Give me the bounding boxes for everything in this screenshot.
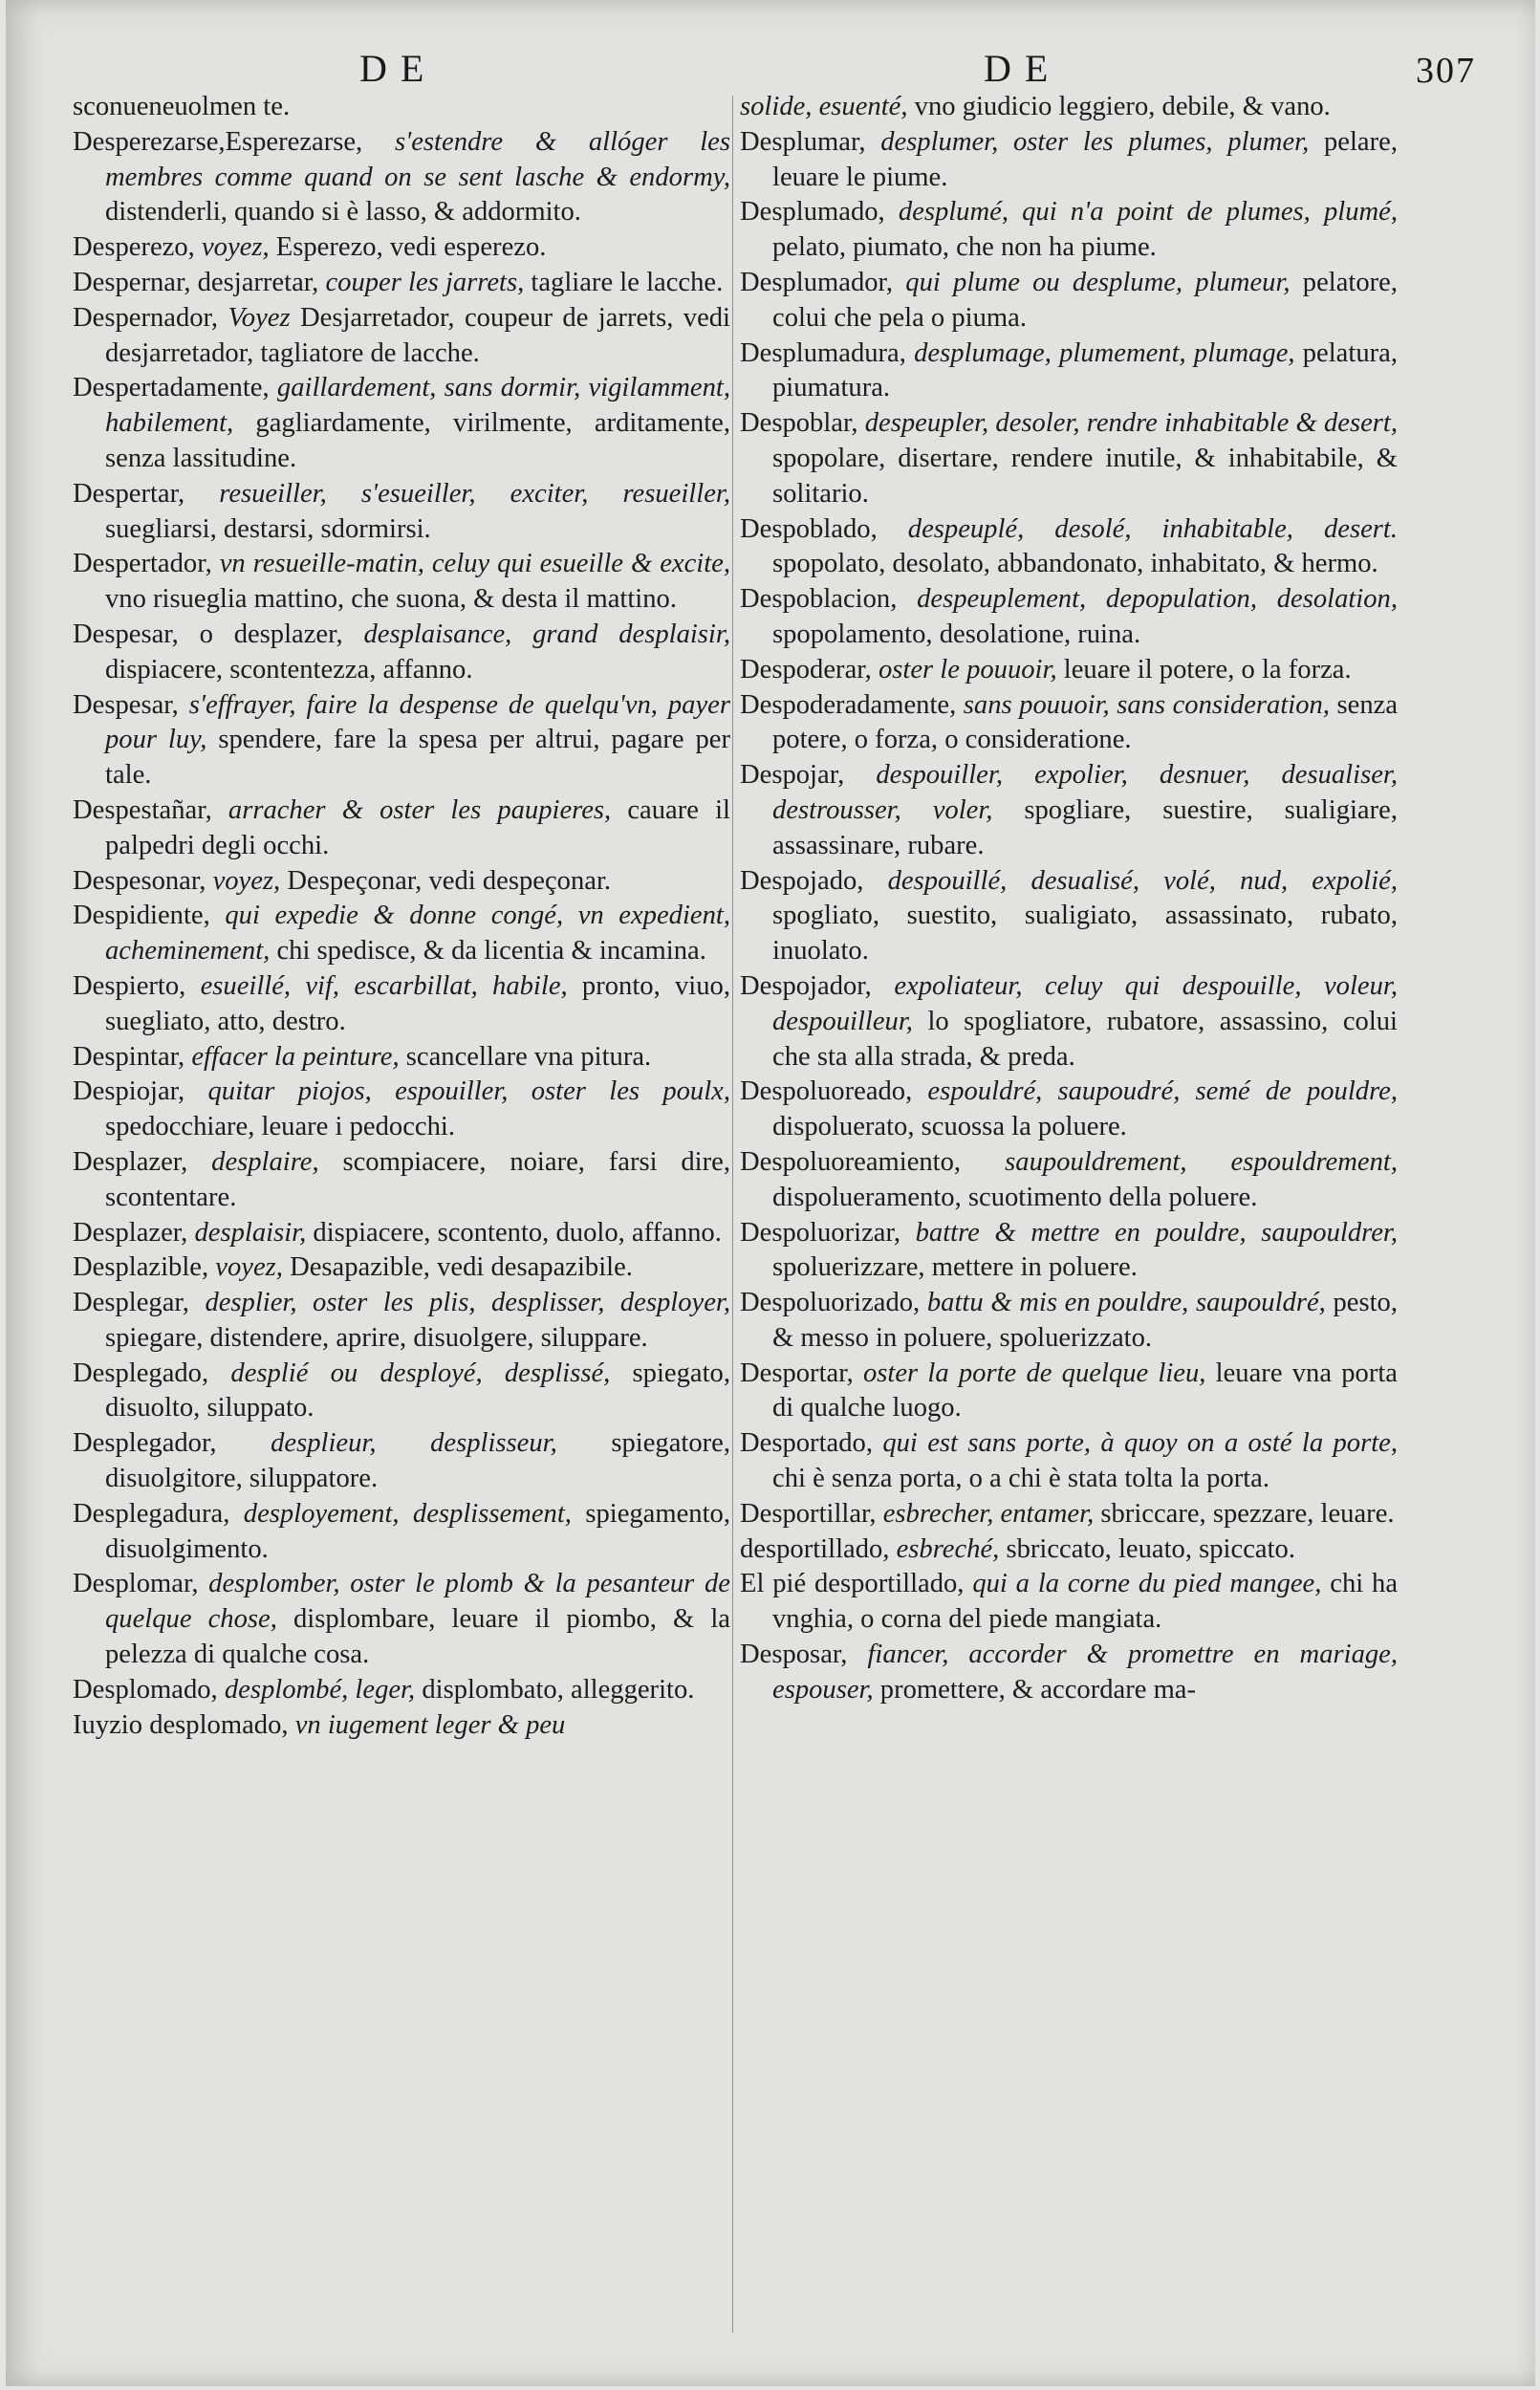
entry-french-gloss: desplaire, (211, 1146, 319, 1177)
entry-french-gloss: espouldré, saupoudré, semé de pouldre, (927, 1076, 1398, 1107)
dictionary-entry (73, 618, 730, 688)
dictionary-entry (73, 1497, 730, 1568)
entry-headword: Despoluorizado, (740, 1288, 921, 1318)
entry-italian-gloss: vno giudicio leggiero, debile, & vano. (914, 92, 1331, 121)
entry-french-gloss: voyez, (212, 865, 281, 896)
dictionary-entry (73, 1250, 730, 1286)
dictionary-entry (740, 1426, 1398, 1497)
entry-headword: Despiojar, (73, 1076, 185, 1107)
entry-french-gloss: voyez, (215, 1252, 283, 1283)
entry-french-gloss: desplumage, plumement, plumage, (914, 337, 1295, 368)
entry-italian-gloss: spogliato, suestito, sualigiato, assassinato, rubato, inuolato. (772, 901, 1398, 967)
entry-french-gloss: desployement, desplissement, (243, 1498, 572, 1529)
entry-headword: Desplumar, (740, 126, 866, 157)
entry-italian-gloss: spoluerizzare, mettere in poluere. (772, 1252, 1138, 1283)
entry-french-gloss: despeupler, desoler, rendre inhabitable & desert, (864, 408, 1398, 439)
entry-french-gloss: desplaisance, grand desplaisir, (363, 619, 730, 649)
entry-headword: Despojar, (740, 760, 845, 791)
entry-french-gloss: vn iugement leger & peu (294, 1709, 566, 1740)
entry-french-gloss: despeuplement, depopulation, desolation, (917, 584, 1398, 615)
entry-italian-gloss: spiegamento, disuolgimento. (105, 1498, 730, 1564)
entry-french-gloss: despeuplé, desolé, inhabitable, desert. (907, 513, 1398, 544)
entry-headword: Despoblacion, (740, 584, 898, 615)
entry-french-gloss: oster le pouuoir, (878, 654, 1057, 684)
entry-italian-gloss: Desapazible, vedi desapazibile. (290, 1252, 633, 1283)
entry-french-gloss: Voyez (228, 302, 291, 333)
entry-french-gloss: battu & mis en pouldre, saupouldré, (926, 1288, 1326, 1318)
dictionary-entry (740, 337, 1398, 407)
dictionary-entry (740, 653, 1398, 688)
entry-french-gloss: desplumé, qui n'a point de plumes, plumé, (898, 197, 1398, 228)
dictionary-entry (73, 688, 730, 793)
entry-italian-gloss: spopolato, desolato, abbandonato, inhabitato, & hermo. (772, 549, 1378, 579)
entry-italian-gloss: spiegato, disuolto, siluppato. (105, 1358, 730, 1423)
dictionary-entry (740, 1532, 1398, 1568)
entry-italian-gloss: dispiacere, scontento, duolo, affanno. (313, 1217, 722, 1248)
entry-french-gloss: couper les jarrets, (325, 267, 525, 297)
dictionary-entry (740, 1638, 1398, 1708)
dictionary-entry (740, 1567, 1398, 1638)
entry-french-gloss: qui expedie & donne congé, vn expedient, acheminement, (105, 901, 730, 967)
entry-french-gloss: s'effrayer, faire la despense de quelqu'vn, payer pour luy, (105, 689, 730, 755)
dictionary-entry (740, 582, 1398, 653)
entry-french-gloss: qui plume ou desplume, plumeur, (905, 267, 1291, 297)
entry-headword: Despoluoreamiento, (740, 1146, 962, 1177)
entry-italian-gloss: pronto, viuo, suegliato, atto, destro. (105, 970, 730, 1036)
entry-headword: Despidiente, (73, 901, 210, 931)
dictionary-entry (740, 1357, 1398, 1427)
entry-french-gloss: quitar piojos, espouiller, oster les poulx, (207, 1076, 731, 1107)
entry-french-gloss: battre & mettre en pouldre, saupouldrer, (915, 1217, 1398, 1248)
dictionary-entry (73, 864, 730, 900)
entry-italian-gloss: displombato, alleggerito. (422, 1674, 695, 1705)
entry-italian-gloss: chi ha vnghia, o corna del piede mangiata. (772, 1569, 1399, 1635)
dictionary-entry (73, 477, 730, 548)
entry-italian-gloss: promettere, & accordare ma- (879, 1674, 1197, 1705)
entry-italian-gloss: leuare il potere, o la forza. (1063, 654, 1352, 684)
running-head-left: DE (359, 47, 438, 90)
dictionary-entry (740, 688, 1398, 759)
entry-headword: Despoluoreado, (740, 1076, 913, 1107)
entry-french-gloss: qui a la corne du pied mangee, (972, 1569, 1322, 1599)
dictionary-entry (740, 1075, 1398, 1145)
entry-italian-gloss: pelare, leuare le piume. (772, 126, 1398, 192)
entry-french-gloss: gaillardement, sans dormir, vigilamment, habilement, (105, 373, 730, 439)
entry-headword: Despertadamente, (73, 373, 270, 403)
entry-headword: Despernar, desjarretar, (73, 267, 319, 297)
entry-french-gloss: despouiller, expolier, desnuer, desualiser, destrousser, voler, (772, 760, 1398, 825)
dictionary-entry (73, 1567, 730, 1672)
entry-italian-gloss: sbriccato, leuato, spiccato. (1006, 1533, 1295, 1564)
dictionary-entry (73, 1075, 730, 1145)
entry-french-gloss: desplaisir, (194, 1217, 307, 1248)
entry-italian-gloss: pelato, piumato, che non ha piume. (772, 232, 1157, 263)
right-column (740, 90, 1398, 1708)
entry-italian-gloss: chi è senza porta, o a chi è stata tolta la porta. (772, 1464, 1270, 1494)
entry-headword: Desperezarse,Esperezarse, (73, 126, 363, 157)
entry-headword: Desplomado, (73, 1674, 218, 1705)
entry-headword: Despernador, (73, 302, 219, 333)
entry-headword: Despintar, (73, 1041, 185, 1072)
entry-headword: Despoblado, (740, 513, 878, 544)
dictionary-entry (740, 1145, 1398, 1216)
entry-french-gloss: desplomber, oster le plomb & la pesanteur de quelque chose, (105, 1569, 730, 1635)
entry-headword: desportillado, (740, 1533, 890, 1564)
entry-italian-gloss: vno risueglia mattino, che suona, & desta il mattino. (105, 584, 677, 615)
entry-headword: Desportado, (740, 1428, 873, 1459)
entry-italian-gloss: displombare, leuare il piombo, & la pelezza di qualche cosa. (105, 1604, 730, 1670)
entry-italian-gloss: spendere, fare la spesa per altrui, pagare per tale. (105, 725, 731, 791)
entry-french-gloss: qui est sans porte, à quoy on a osté la porte, (882, 1428, 1399, 1459)
entry-headword: Despesonar, (73, 865, 206, 896)
entry-headword: Desplumado, (740, 197, 885, 228)
entry-french-gloss: despouillé, desualisé, volé, nud, expolié, (887, 865, 1398, 896)
dictionary-entry (740, 195, 1398, 266)
running-head-right: DE (984, 47, 1062, 90)
dictionary-entry (73, 1673, 730, 1708)
entry-headword: Despesar, o desplazer, (73, 619, 343, 649)
entry-french-gloss: desplier, oster les plis, desplisser, desployer, (205, 1288, 730, 1318)
dictionary-entry (73, 1040, 730, 1076)
entry-headword: Desplazer, (73, 1217, 188, 1248)
entry-italian-gloss: Desjarretador, coupeur de jarrets, vedi desjarretador, tagliatore de lacche. (105, 302, 730, 368)
entry-headword: Desposar, (740, 1640, 848, 1670)
entry-headword: Despojador, (740, 970, 872, 1001)
entry-headword: Iuyzio desplomado, (73, 1709, 289, 1740)
entry-headword: Desplumadura, (740, 337, 906, 368)
dictionary-entry (740, 266, 1398, 337)
entry-french-gloss: voyez, (201, 232, 270, 263)
entry-headword: Desplomar, (73, 1569, 199, 1599)
entry-headword: Desplumador, (740, 267, 894, 297)
dictionary-entry (740, 864, 1398, 969)
entry-headword: Desplegado, (73, 1358, 209, 1388)
dictionary-entry (73, 1145, 730, 1216)
entry-italian-gloss: pelatura, piumatura. (772, 337, 1398, 403)
entry-french-gloss: fiancer, accorder & promettre en mariage, espouser, (772, 1640, 1398, 1705)
entry-headword: Desplegador, (73, 1428, 217, 1459)
entry-headword: El pié desportillado, (740, 1569, 965, 1599)
entry-headword: Despojado, (740, 865, 864, 896)
entry-italian-gloss: pesto, & messo in poluere, spoluerizzato. (772, 1288, 1398, 1353)
entry-french-gloss: esueillé, vif, escarbillat, habile, (200, 970, 568, 1001)
entry-headword: Desportar, (740, 1358, 854, 1388)
page-number: 307 (1416, 51, 1476, 91)
dictionary-entry (740, 969, 1398, 1075)
entry-headword: Desplegadura, (73, 1498, 230, 1529)
entry-italian-gloss: spedocchiare, leuare i pedocchi. (105, 1112, 455, 1142)
entry-french-gloss: resueiller, s'esueiller, exciter, resueiller, (219, 478, 730, 509)
entry-french-gloss: vn resueille-matin, celuy qui esueille & excite, (219, 549, 730, 579)
left-column (73, 90, 730, 1743)
entry-italian-gloss: Despeçonar, vedi despeçonar. (287, 865, 612, 896)
entry-french-gloss: desplombé, leger, (224, 1674, 416, 1705)
dictionary-entry (740, 1286, 1398, 1357)
dictionary-entry (73, 90, 730, 125)
entry-french-gloss: desplieur, desplisseur, (271, 1428, 557, 1459)
dictionary-entry (740, 406, 1398, 511)
entry-french-gloss: sans pouuoir, sans consideration, (963, 689, 1330, 720)
dictionary-entry (740, 125, 1398, 196)
entry-french-gloss: esbreché, (896, 1533, 1000, 1564)
book-page (6, 0, 1535, 2386)
entry-headword: Desplazer, (73, 1146, 188, 1177)
entry-headword: Despesar, (73, 689, 179, 720)
entry-french-gloss: solide, esuenté, (740, 92, 908, 121)
entry-italian-gloss: leuare vna porta di qualche luogo. (772, 1358, 1398, 1423)
dictionary-entry (73, 1357, 730, 1427)
entry-italian-gloss: lo spogliatore, rubatore, assassino, colui che sta alla strada, & preda. (772, 1006, 1398, 1072)
entry-italian-gloss: gagliardamente, virilmente, arditamente, senza lassitudine. (105, 408, 730, 473)
entry-headword: Despertar, (73, 478, 185, 509)
dictionary-entry (73, 230, 730, 266)
dictionary-entry (73, 1708, 730, 1744)
entry-italian-gloss: suegliarsi, destarsi, sdormirsi. (105, 513, 431, 544)
entry-italian-gloss: scancellare vna pitura. (405, 1041, 652, 1072)
entry-headword: Despoluorizar, (740, 1217, 900, 1248)
entry-french-gloss: expoliateur, celuy qui despouille, voleur, despouilleur, (772, 970, 1398, 1036)
entry-french-gloss: desplié ou desployé, desplissé, (230, 1358, 611, 1388)
dictionary-entry (73, 266, 730, 301)
dictionary-entry (740, 758, 1398, 863)
entry-italian-gloss: cauare il palpedri degli occhi. (105, 794, 730, 860)
entry-headword: Despestañar, (73, 794, 212, 825)
entry-french-gloss: esbrecher, entamer, (882, 1498, 1095, 1529)
entry-italian-gloss: spiegare, distendere, aprire, disuolgere, siluppare. (105, 1322, 648, 1353)
entry-headword: Desportillar, (740, 1498, 877, 1529)
dictionary-entry (740, 1216, 1398, 1287)
entry-french-gloss: arracher & oster les paupieres, (228, 794, 612, 825)
entry-headword: Desplegar, (73, 1288, 189, 1318)
entry-italian-gloss: spogliare, suestire, sualigiare, assassinare, rubare. (772, 794, 1398, 860)
dictionary-entry (73, 1216, 730, 1251)
dictionary-entry (740, 90, 1398, 125)
entry-italian-gloss: Esperezo, vedi esperezo. (275, 232, 547, 263)
entry-italian-gloss: spopolamento, desolatione, ruina. (772, 619, 1141, 649)
entry-headword: Despoderadamente, (740, 689, 957, 720)
entry-italian-gloss: scompiacere, noiare, farsi dire, scontentare. (105, 1146, 730, 1212)
dictionary-entry (73, 1286, 730, 1357)
entry-italian-gloss: sbriccare, spezzare, leuare. (1100, 1498, 1395, 1529)
entry-french-gloss: effacer la peinture, (191, 1041, 400, 1072)
entry-italian-gloss: senza potere, o forza, o consideratione. (772, 689, 1399, 755)
column-divider (732, 96, 733, 2333)
entry-italian-gloss: spopolare, disertare, rendere inutile, & inhabitabile, & solitario. (772, 443, 1398, 509)
dictionary-entry (740, 512, 1398, 583)
entry-french-gloss: desplumer, oster les plumes, plumer, (880, 126, 1310, 157)
entry-headword: Desplazible, (73, 1252, 209, 1283)
dictionary-entry (73, 1426, 730, 1497)
dictionary-entry (73, 793, 730, 864)
entry-headword: Despoderar, (740, 654, 872, 684)
entry-italian-gloss: distenderli, quando si è lasso, & addormito. (105, 197, 581, 228)
entry-headword: Despoblar, (740, 408, 858, 439)
entry-headword: Despertador, (73, 549, 212, 579)
entry-headword: Despierto, (73, 970, 186, 1001)
dictionary-entry (740, 1497, 1398, 1532)
dictionary-entry (73, 371, 730, 476)
entry-italian-gloss: tagliare le lacche. (531, 267, 724, 297)
entry-french-gloss: oster la porte de quelque lieu, (862, 1358, 1206, 1388)
entry-headword: Desperezo, (73, 232, 195, 263)
entry-italian-gloss: dispiacere, scontentezza, affanno. (105, 654, 473, 684)
entry-italian-gloss: dispolueramento, scuotimento della poluere. (772, 1182, 1258, 1212)
entry-french-gloss: saupouldrement, espouldrement, (1005, 1146, 1398, 1177)
entry-italian-gloss: dispoluerato, scuossa la poluere. (772, 1112, 1127, 1142)
dictionary-entry (73, 969, 730, 1040)
dictionary-entry (73, 899, 730, 969)
entry-italian-gloss: spiegatore, disuolgitore, siluppatore. (105, 1428, 730, 1494)
entry-italian-gloss: pelatore, colui che pela o piuma. (772, 267, 1399, 333)
dictionary-entry (73, 125, 730, 230)
dictionary-entry (73, 547, 730, 618)
entry-italian-gloss: sconueneuolmen te. (73, 92, 291, 121)
entry-italian-gloss: chi spedisce, & da licentia & incamina. (276, 936, 706, 967)
entry-french-gloss: s'estendre & allóger les membres comme quand on se sent lasche & endormy, (105, 126, 730, 192)
dictionary-entry (73, 301, 730, 372)
